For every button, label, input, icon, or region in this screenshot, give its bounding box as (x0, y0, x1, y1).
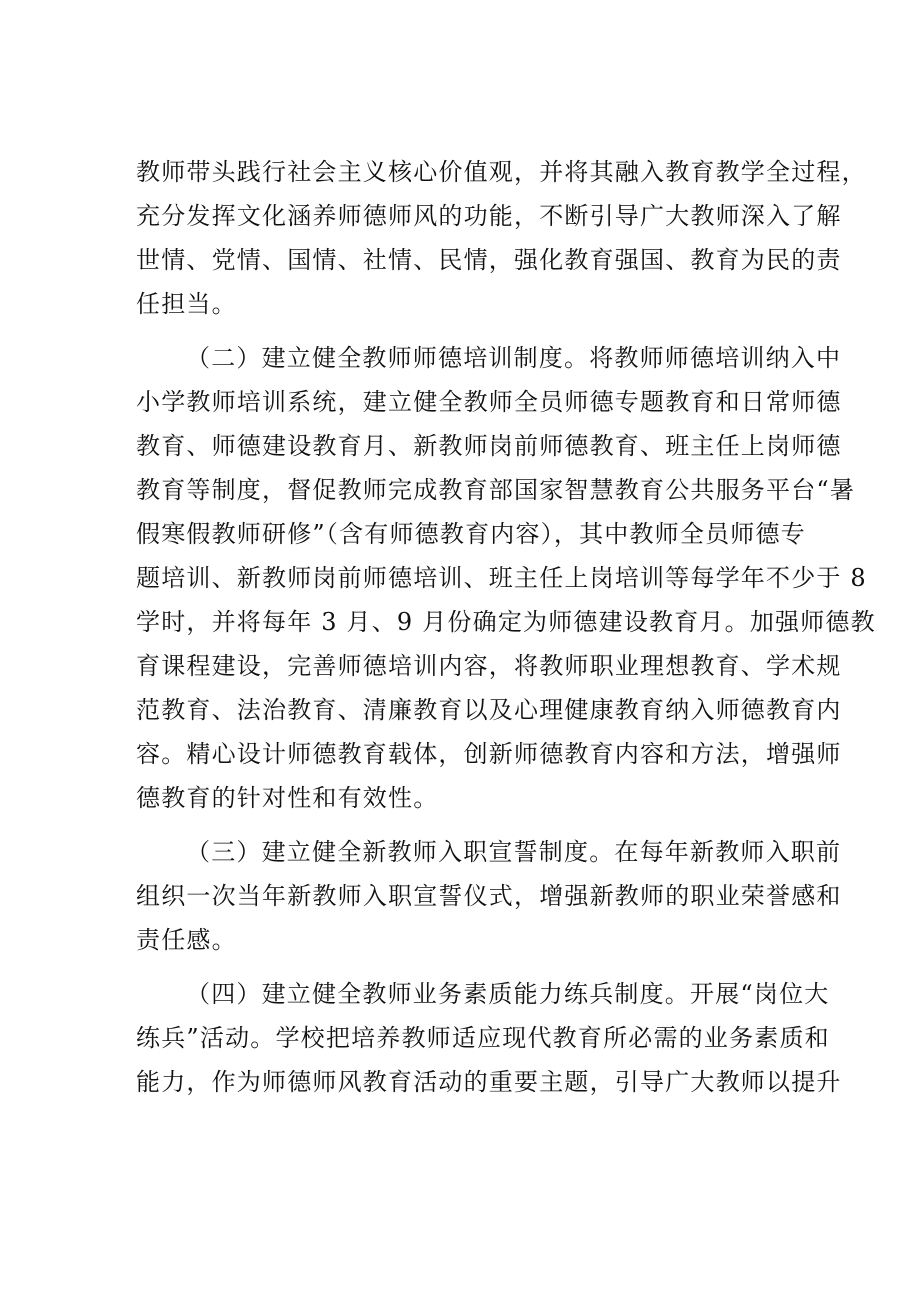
text-line: 育课程建设，完善师德培训内容，将教师职业理想教育、学术规 (136, 652, 842, 680)
text-line: 德教育的针对性和有效性。 (136, 784, 439, 812)
text-line: （三）建立健全新教师入职宣誓制度。在每年新教师入职前 (186, 838, 842, 866)
text-line: 责任感。 (136, 926, 237, 954)
text-line: 学时，并将每年 3 月、9 月份确定为师德建设教育月。加强师德教 (136, 608, 876, 636)
text-line: 题培训、新教师岗前师德培训、班主任上岗培训等每学年不少于 8 (136, 564, 867, 592)
text-line: 任担当。 (136, 290, 237, 318)
text-line: 组织一次当年新教师入职宣誓仪式，增强新教师的职业荣誉感和 (136, 882, 842, 910)
paragraph-3 (136, 830, 842, 962)
document-body (136, 150, 876, 1104)
text-line: 教育等制度，督促教师完成教育部国家智慧教育公共服务平台“暑 (136, 476, 856, 504)
text-line: 假寒假教师研修”（含有师德教育内容），其中教师全员师德专 (136, 520, 806, 548)
text-line: 世情、党情、国情、社情、民情，强化教育强国、教育为民的责 (136, 246, 842, 274)
text-line: 教育、师德建设教育月、新教师岗前师德教育、班主任上岗师德 (136, 432, 842, 460)
text-line: 范教育、法治教育、清廉教育以及心理健康教育纳入师德教育内 (136, 696, 842, 724)
text-line: 小学教师培训系统，建立健全教师全员师德专题教育和日常师德 (136, 388, 842, 416)
text-line: 容。精心设计师德教育载体，创新师德教育内容和方法，增强师 (136, 740, 842, 768)
paragraph-4 (136, 972, 842, 1104)
paragraph-1 (136, 150, 867, 326)
paragraph-2 (136, 336, 876, 820)
text-line: 能力，作为师德师风教育活动的重要主题，引导广大教师以提升 (136, 1068, 842, 1096)
text-line: （四）建立健全教师业务素质能力练兵制度。开展“岗位大 (186, 980, 830, 1008)
text-line: 教师带头践行社会主义核心价值观，并将其融入教育教学全过程， (136, 158, 867, 186)
text-line: 充分发挥文化涵养师德师风的功能，不断引导广大教师深入了解 (136, 202, 842, 230)
text-line: （二）建立健全教师师德培训制度。将教师师德培训纳入中 (186, 344, 842, 372)
text-line: 练兵”活动。学校把培养教师适应现代教育所必需的业务素质和 (136, 1024, 830, 1052)
